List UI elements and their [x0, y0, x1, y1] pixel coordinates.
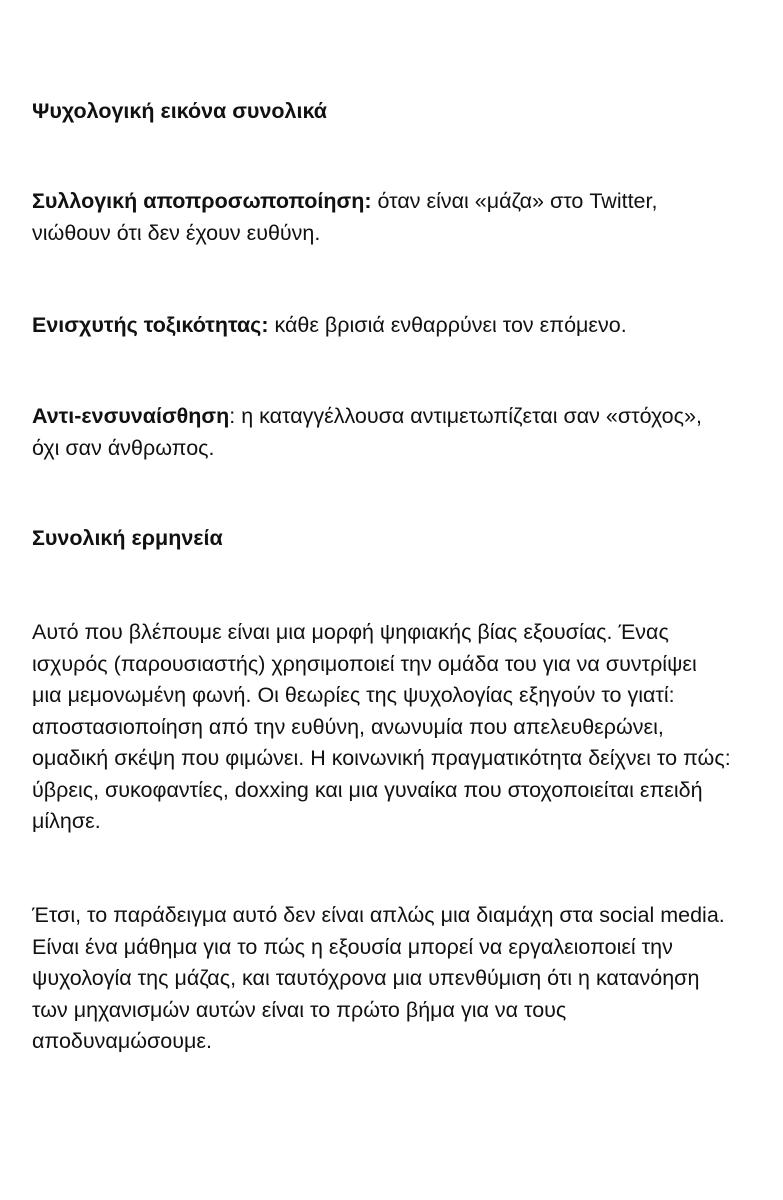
item-collective-depersonalization [32, 186, 732, 249]
item-text: όταν είναι «μάζα» στο Twitter, νιώθουν ότι δεν έχουν ευθύνη. [32, 189, 658, 245]
item-anti-empathy [32, 401, 732, 464]
item-toxicity-amplifier [32, 310, 732, 342]
item-text: κάθε βρισιά ενθαρρύνει τον επόμενο. [268, 313, 627, 337]
item-term: Ενισχυτής τοξικότητας: [32, 313, 269, 337]
item-term: Αντι-ενσυναίσθηση [32, 404, 230, 428]
paragraph-interpretation-2: Έτσι, το παράδειγμα αυτό δεν είναι απλώς μια διαμάχη στα social media. Είναι ένα μάθημα για το πώς η εξουσία μπορεί να εργαλειοποιεί την ψυχολογία της μάζας, και ταυτόχρονα μια υπενθύμιση ότι η κατανόηση των μηχανισμών αυτών είναι το πρώτο βήμα για να τους αποδυναμώσουμε. [32, 903, 725, 1053]
paragraph-interpretation-1: Αυτό που βλέπουμε είναι μια μορφή ψηφιακής βίας εξουσίας. Ένας ισχυρός (παρουσιαστής) χρησιμοποιεί την ομάδα του για να συντρίψει μια μεμονωμένη φωνή. Οι θεωρίες της ψυχολογίας εξηγούν το γιατί: αποστασιοποίηση από την ευθύνη, ανωνυμία που απελευθερώνει, ομαδική σκέψη που φιμώνει. Η κοινωνική πραγματικότητα δείχνει το πώς: ύβρεις, συκοφαντίες, doxxing και μια γυναίκα που στοχοποιείται επειδή μίλησε. [32, 620, 731, 833]
section-heading-psychological-picture: Ψυχολογική εικόνα συνολικά [32, 99, 327, 123]
item-text: : η καταγγέλλουσα αντιμετωπίζεται σαν «στόχος», όχι σαν άνθρωπος. [32, 404, 702, 460]
section-heading-overall-interpretation: Συνολική ερμηνεία [32, 526, 223, 550]
item-term: Συλλογική αποπροσωποποίηση: [32, 189, 372, 213]
